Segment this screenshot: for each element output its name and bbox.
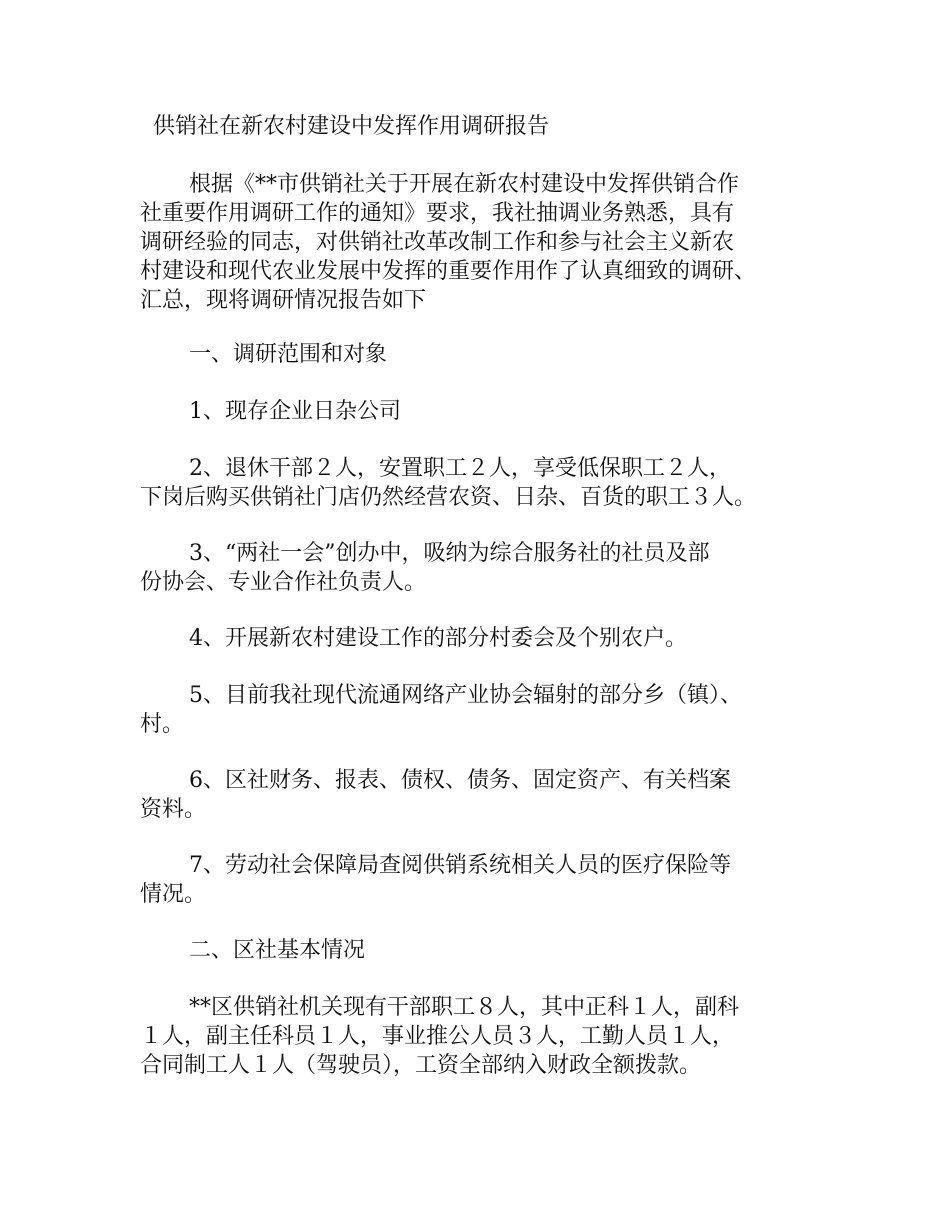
paragraph-item-7 bbox=[140, 851, 731, 909]
paragraph-line: 汇总，现将调研情况报告如下 bbox=[140, 288, 427, 313]
paragraph-item-4 bbox=[140, 624, 687, 653]
document-title: 供销社在新农村建设中发挥作用调研报告 bbox=[153, 114, 550, 139]
paragraph-line: 调研经验的同志，对供销社改革改制工作和参与社会主义新农 bbox=[140, 230, 735, 255]
paragraph-item-5 bbox=[140, 681, 742, 739]
paragraph-intro bbox=[140, 170, 756, 315]
paragraph-item-1 bbox=[140, 397, 401, 426]
section-heading-1 bbox=[140, 340, 387, 369]
paragraph-line: 7、劳动社会保障局查阅供销系统相关人员的医疗保险等 bbox=[189, 853, 731, 878]
paragraph-item-3 bbox=[140, 539, 710, 597]
paragraph-line: 2、退休干部２人，安置职工２人，享受低保职工２人， bbox=[189, 456, 731, 481]
paragraph-line: 村。 bbox=[140, 712, 185, 737]
paragraph-line: 资料。 bbox=[140, 797, 207, 822]
paragraph-line: 3、“两社一会”创办中，吸纳为综合服务社的社员及部 bbox=[189, 541, 710, 566]
paragraph-item-2 bbox=[140, 454, 756, 512]
paragraph-line: 4、开展新农村建设工作的部分村委会及个别农户。 bbox=[189, 626, 687, 651]
paragraph-line: １人，副主任科员１人，事业推公人员３人，工勤人员１人， bbox=[140, 1024, 735, 1049]
paragraph-line: 6、区社财务、报表、债权、债务、固定资产、有关档案 bbox=[189, 768, 731, 793]
paragraph-staff bbox=[140, 993, 739, 1080]
heading-line: 二、区社基本情况 bbox=[189, 938, 366, 963]
paragraph-line: 情况。 bbox=[140, 882, 207, 907]
paragraph-line: 份协会、专业合作社负责人。 bbox=[140, 570, 427, 595]
paragraph-line: 社重要作用调研工作的通知》要求，我社抽调业务熟悉，具有 bbox=[140, 201, 735, 226]
paragraph-line: 下岗后购买供销社门店仍然经营农资、日杂、百货的职工３人。 bbox=[140, 485, 757, 510]
paragraph-line: 5、目前我社现代流通网络产业协会辐射的部分乡（镇）、 bbox=[189, 683, 742, 708]
section-heading-2 bbox=[140, 936, 365, 965]
paragraph-line: 合同制工人１人（驾驶员），工资全部纳入财政全额拨款。 bbox=[140, 1053, 702, 1078]
paragraph-line: **区供销社机关现有干部职工８人，其中正科１人，副科 bbox=[189, 995, 740, 1020]
heading-line: 一、调研范围和对象 bbox=[189, 342, 388, 367]
paragraph-line: 1、现存企业日杂公司 bbox=[189, 399, 401, 424]
paragraph-line: 根据《**市供销社关于开展在新农村建设中发挥供销合作 bbox=[189, 172, 740, 197]
paragraph-line: 村建设和现代农业发展中发挥的重要作用作了认真细致的调研、 bbox=[140, 259, 757, 284]
paragraph-item-6 bbox=[140, 766, 731, 824]
